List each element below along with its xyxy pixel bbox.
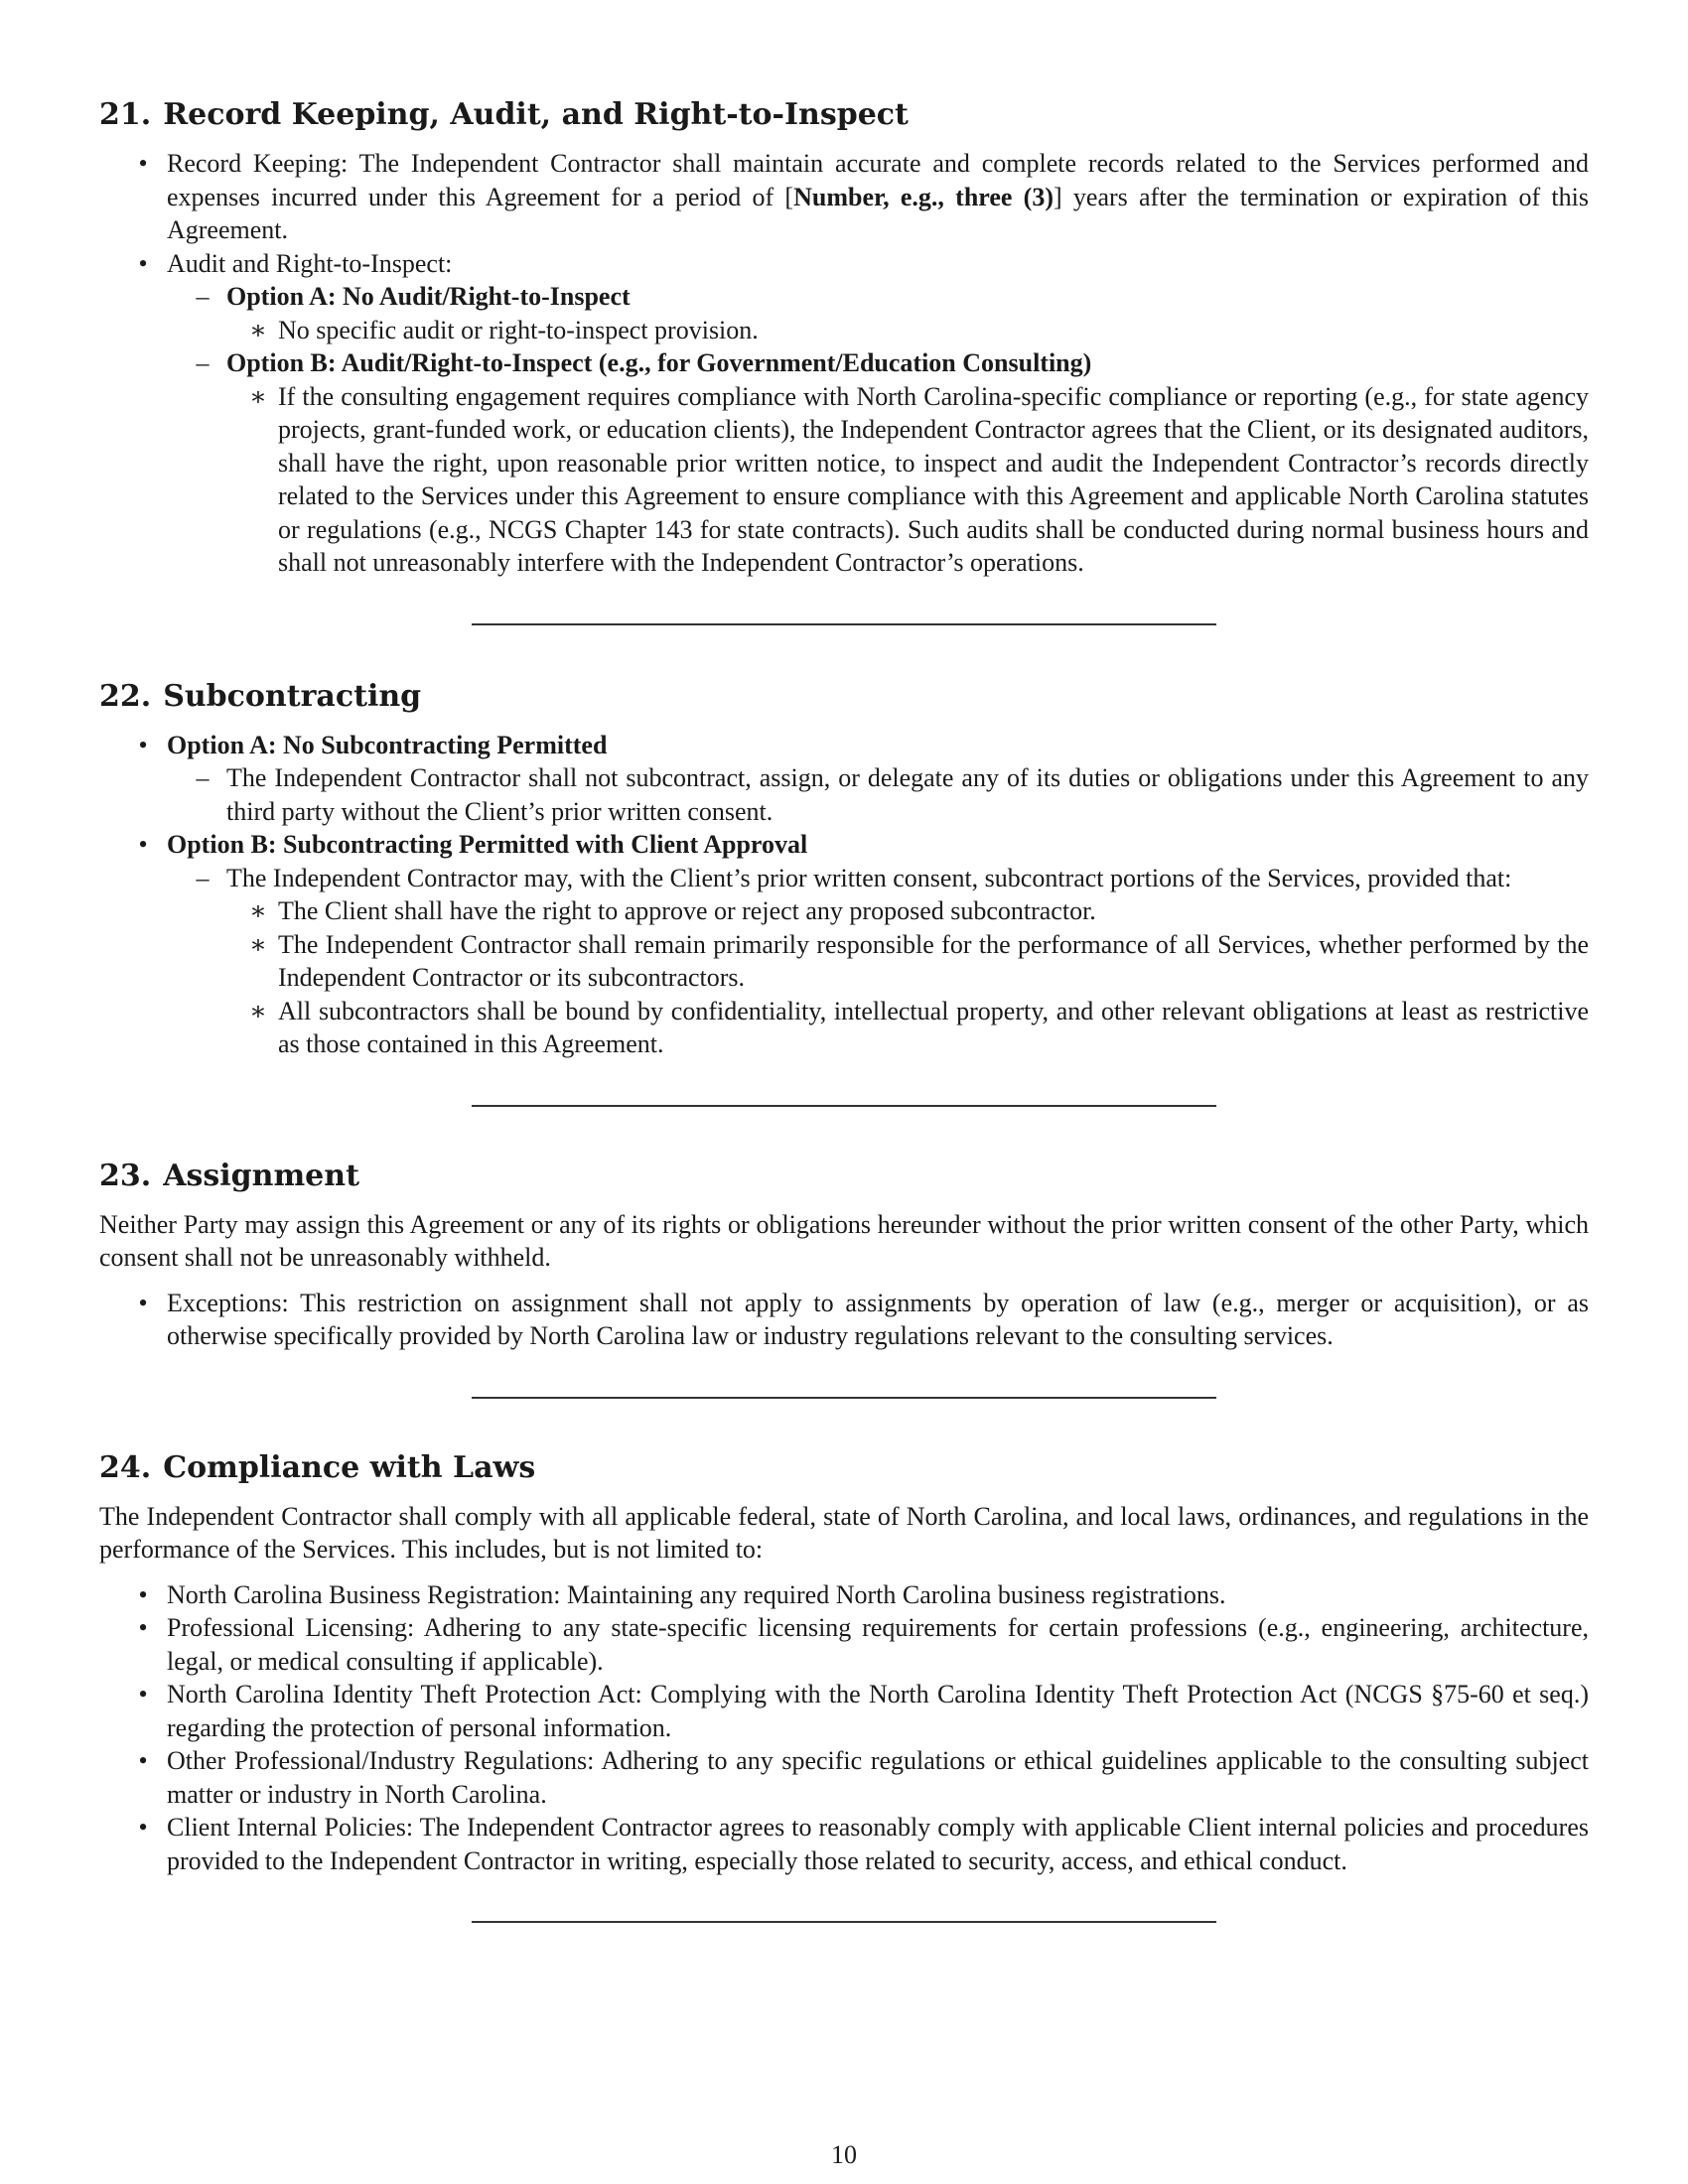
option-b-list (226, 380, 1589, 580)
record-keeping-text-end: ] years after the termination or expiration of this Agreement. (167, 182, 1589, 244)
sub-item (196, 761, 1589, 828)
section-23-heading (99, 1157, 1589, 1196)
asterisk-icon: ∗ (249, 381, 267, 411)
section-title: Assignment (163, 1158, 359, 1193)
list-item (138, 729, 1589, 829)
list-item (138, 1287, 1589, 1353)
list-item (138, 147, 1589, 247)
bullet-icon: • (138, 830, 148, 859)
option-item (196, 346, 1589, 580)
option-b-text: If the consulting engagement requires compliance with North Carolina-specific compliance or reporting (e.g., for state agency projects, grant-funded work, or education clients), the Independent Contractor agrees that the Client, or its designated auditors, shall have the right, upon reasonable prior written notice, to inspect and audit the Independent Contractor’s records directly related to the Services under this Agreement to ensure compliance with this Agreement and applicable North Carolina statutes or regulations (e.g., NCGS Chapter 143 for state contracts). Such audits shall be conducted during normal business hours and shall not unreasonably interfere with the Independent Contractor’s operations. (278, 381, 1589, 577)
record-keeping-text-start: Record Keeping: The Independent Contractor shall maintain accurate and complete records related to the Services performed and expenses incurred under this Agreement for a period of [ (167, 149, 1589, 211)
option-b-conditions (226, 894, 1589, 1061)
section-24 (99, 1448, 1589, 1924)
condition-text: The Independent Contractor shall remain primarily responsible for the performance of all Services, whether performed by the Independent Contractor or its subcontractors. (278, 929, 1589, 992)
option-b-list (167, 862, 1589, 1061)
section-number: 21. (99, 97, 152, 132)
asterisk-icon: ∗ (249, 996, 267, 1025)
exceptions-text: Exceptions: This restriction on assignment shall not apply to assignments by operation of law (e.g., merger or acquisition), or as otherwise specifically provided by North Carolina law or industry regulations relevant to the consulting services. (167, 1288, 1589, 1350)
option-b-title: Option B: Subcontracting Permitted with Client Approval (167, 830, 808, 859)
bullet-icon: • (138, 1680, 148, 1708)
section-21-list (99, 147, 1589, 580)
option-b-title: Option B: Audit/Right-to-Inspect (e.g., for Government/Education Consulting) (226, 348, 1092, 377)
option-a-text: No specific audit or right-to-inspect provision. (278, 315, 759, 344)
compliance-item-text: Client Internal Policies: The Independent Contractor agrees to reasonably comply with applicable Client internal policies and procedures provided to the Independent Contractor in writing, especially those related to security, access, and ethical conduct. (167, 1813, 1589, 1875)
section-22-heading (99, 677, 1589, 717)
compliance-item-text: North Carolina Identity Theft Protection Act: Complying with the North Carolina Identity Theft Protection Act (NCGS §75-60 et seq.) regarding the protection of personal information. (167, 1680, 1589, 1742)
condition-text: All subcontractors shall be bound by confidentiality, intellectual property, and other relevant obligations at least as restrictive as those contained in this Agreement. (278, 996, 1589, 1058)
bullet-icon: • (138, 730, 148, 759)
list-item (138, 1678, 1589, 1744)
dash-icon: – (196, 348, 210, 377)
sub-item (249, 380, 1589, 580)
compliance-item-text: North Carolina Business Registration: Maintaining any required North Carolina business registrations. (167, 1579, 1226, 1609)
bullet-icon: • (138, 1613, 148, 1642)
section-title: Compliance with Laws (163, 1449, 536, 1485)
section-title: Subcontracting (163, 678, 422, 714)
list-item (138, 1811, 1589, 1877)
section-24-heading (99, 1448, 1589, 1488)
asterisk-icon: ∗ (249, 896, 267, 925)
option-a-title: Option A: No Subcontracting Permitted (167, 730, 608, 759)
condition-item (249, 995, 1589, 1061)
dash-icon: – (196, 282, 210, 311)
bullet-icon: • (138, 1579, 148, 1609)
page-number: 10 (831, 2140, 857, 2169)
bullet-icon: • (138, 1288, 148, 1317)
sub-item (196, 862, 1589, 1061)
option-b-text: The Independent Contractor may, with the Client’s prior written consent, subcontract portions of the Services, provided that: (226, 863, 1512, 892)
bullet-icon: • (138, 149, 148, 178)
section-23 (99, 1157, 1589, 1399)
section-number: 22. (99, 678, 152, 714)
section-23-list (99, 1287, 1589, 1353)
bullet-icon: • (138, 248, 148, 278)
bullet-icon: • (138, 1746, 148, 1775)
section-22-list (99, 729, 1589, 1061)
compliance-paragraph: The Independent Contractor shall comply with all applicable federal, state of North Carolina, and local laws, ordinances, and regulations in the performance of the Services. This includes, but is not limited to: (99, 1501, 1589, 1564)
option-a-title: Option A: No Audit/Right-to-Inspect (226, 282, 631, 311)
section-24-list (99, 1578, 1589, 1878)
compliance-item-text: Other Professional/Industry Regulations: Adhering to any specific regulations or ethical guidelines applicable to the consulting subject matter or industry in North Carolina. (167, 1746, 1589, 1809)
section-divider (472, 1105, 1216, 1107)
dash-icon: – (196, 863, 210, 892)
section-divider (472, 1921, 1216, 1923)
asterisk-icon: ∗ (249, 929, 267, 959)
section-21-heading (99, 95, 1589, 135)
option-a-list (226, 314, 1589, 347)
condition-item (249, 928, 1589, 995)
section-divider (472, 623, 1216, 625)
dash-icon: – (196, 763, 210, 792)
sub-item (249, 314, 1589, 347)
option-a-list (167, 761, 1589, 828)
section-number: 24. (99, 1449, 152, 1485)
audit-options (167, 280, 1589, 580)
list-item (138, 247, 1589, 580)
asterisk-icon: ∗ (249, 315, 267, 344)
audit-label: Audit and Right-to-Inspect: (167, 248, 453, 278)
list-item (138, 1744, 1589, 1811)
list-item (138, 828, 1589, 1061)
section-title: Record Keeping, Audit, and Right-to-Inspect (163, 97, 909, 132)
section-22 (99, 677, 1589, 1107)
record-keeping-period: Number, e.g., three (3) (793, 182, 1054, 211)
section-number: 23. (99, 1158, 152, 1193)
list-item (138, 1578, 1589, 1612)
bullet-icon: • (138, 1813, 148, 1842)
condition-text: The Client shall have the right to approve or reject any proposed subcontractor. (278, 896, 1096, 925)
section-divider (472, 1397, 1216, 1399)
document-page (99, 95, 1589, 1923)
option-a-text: The Independent Contractor shall not subcontract, assign, or delegate any of its duties or obligations under this Agreement to any third party without the Client’s prior written consent. (226, 763, 1589, 826)
list-item (138, 1611, 1589, 1678)
assignment-paragraph: Neither Party may assign this Agreement or any of its rights or obligations hereunder without the prior written consent of the other Party, which consent shall not be unreasonably withheld. (99, 1209, 1589, 1272)
section-21 (99, 95, 1589, 625)
condition-item (249, 894, 1589, 928)
compliance-item-text: Professional Licensing: Adhering to any state-specific licensing requirements for certain professions (e.g., engineering, architecture, legal, or medical consulting if applicable). (167, 1613, 1589, 1676)
option-item (196, 280, 1589, 346)
